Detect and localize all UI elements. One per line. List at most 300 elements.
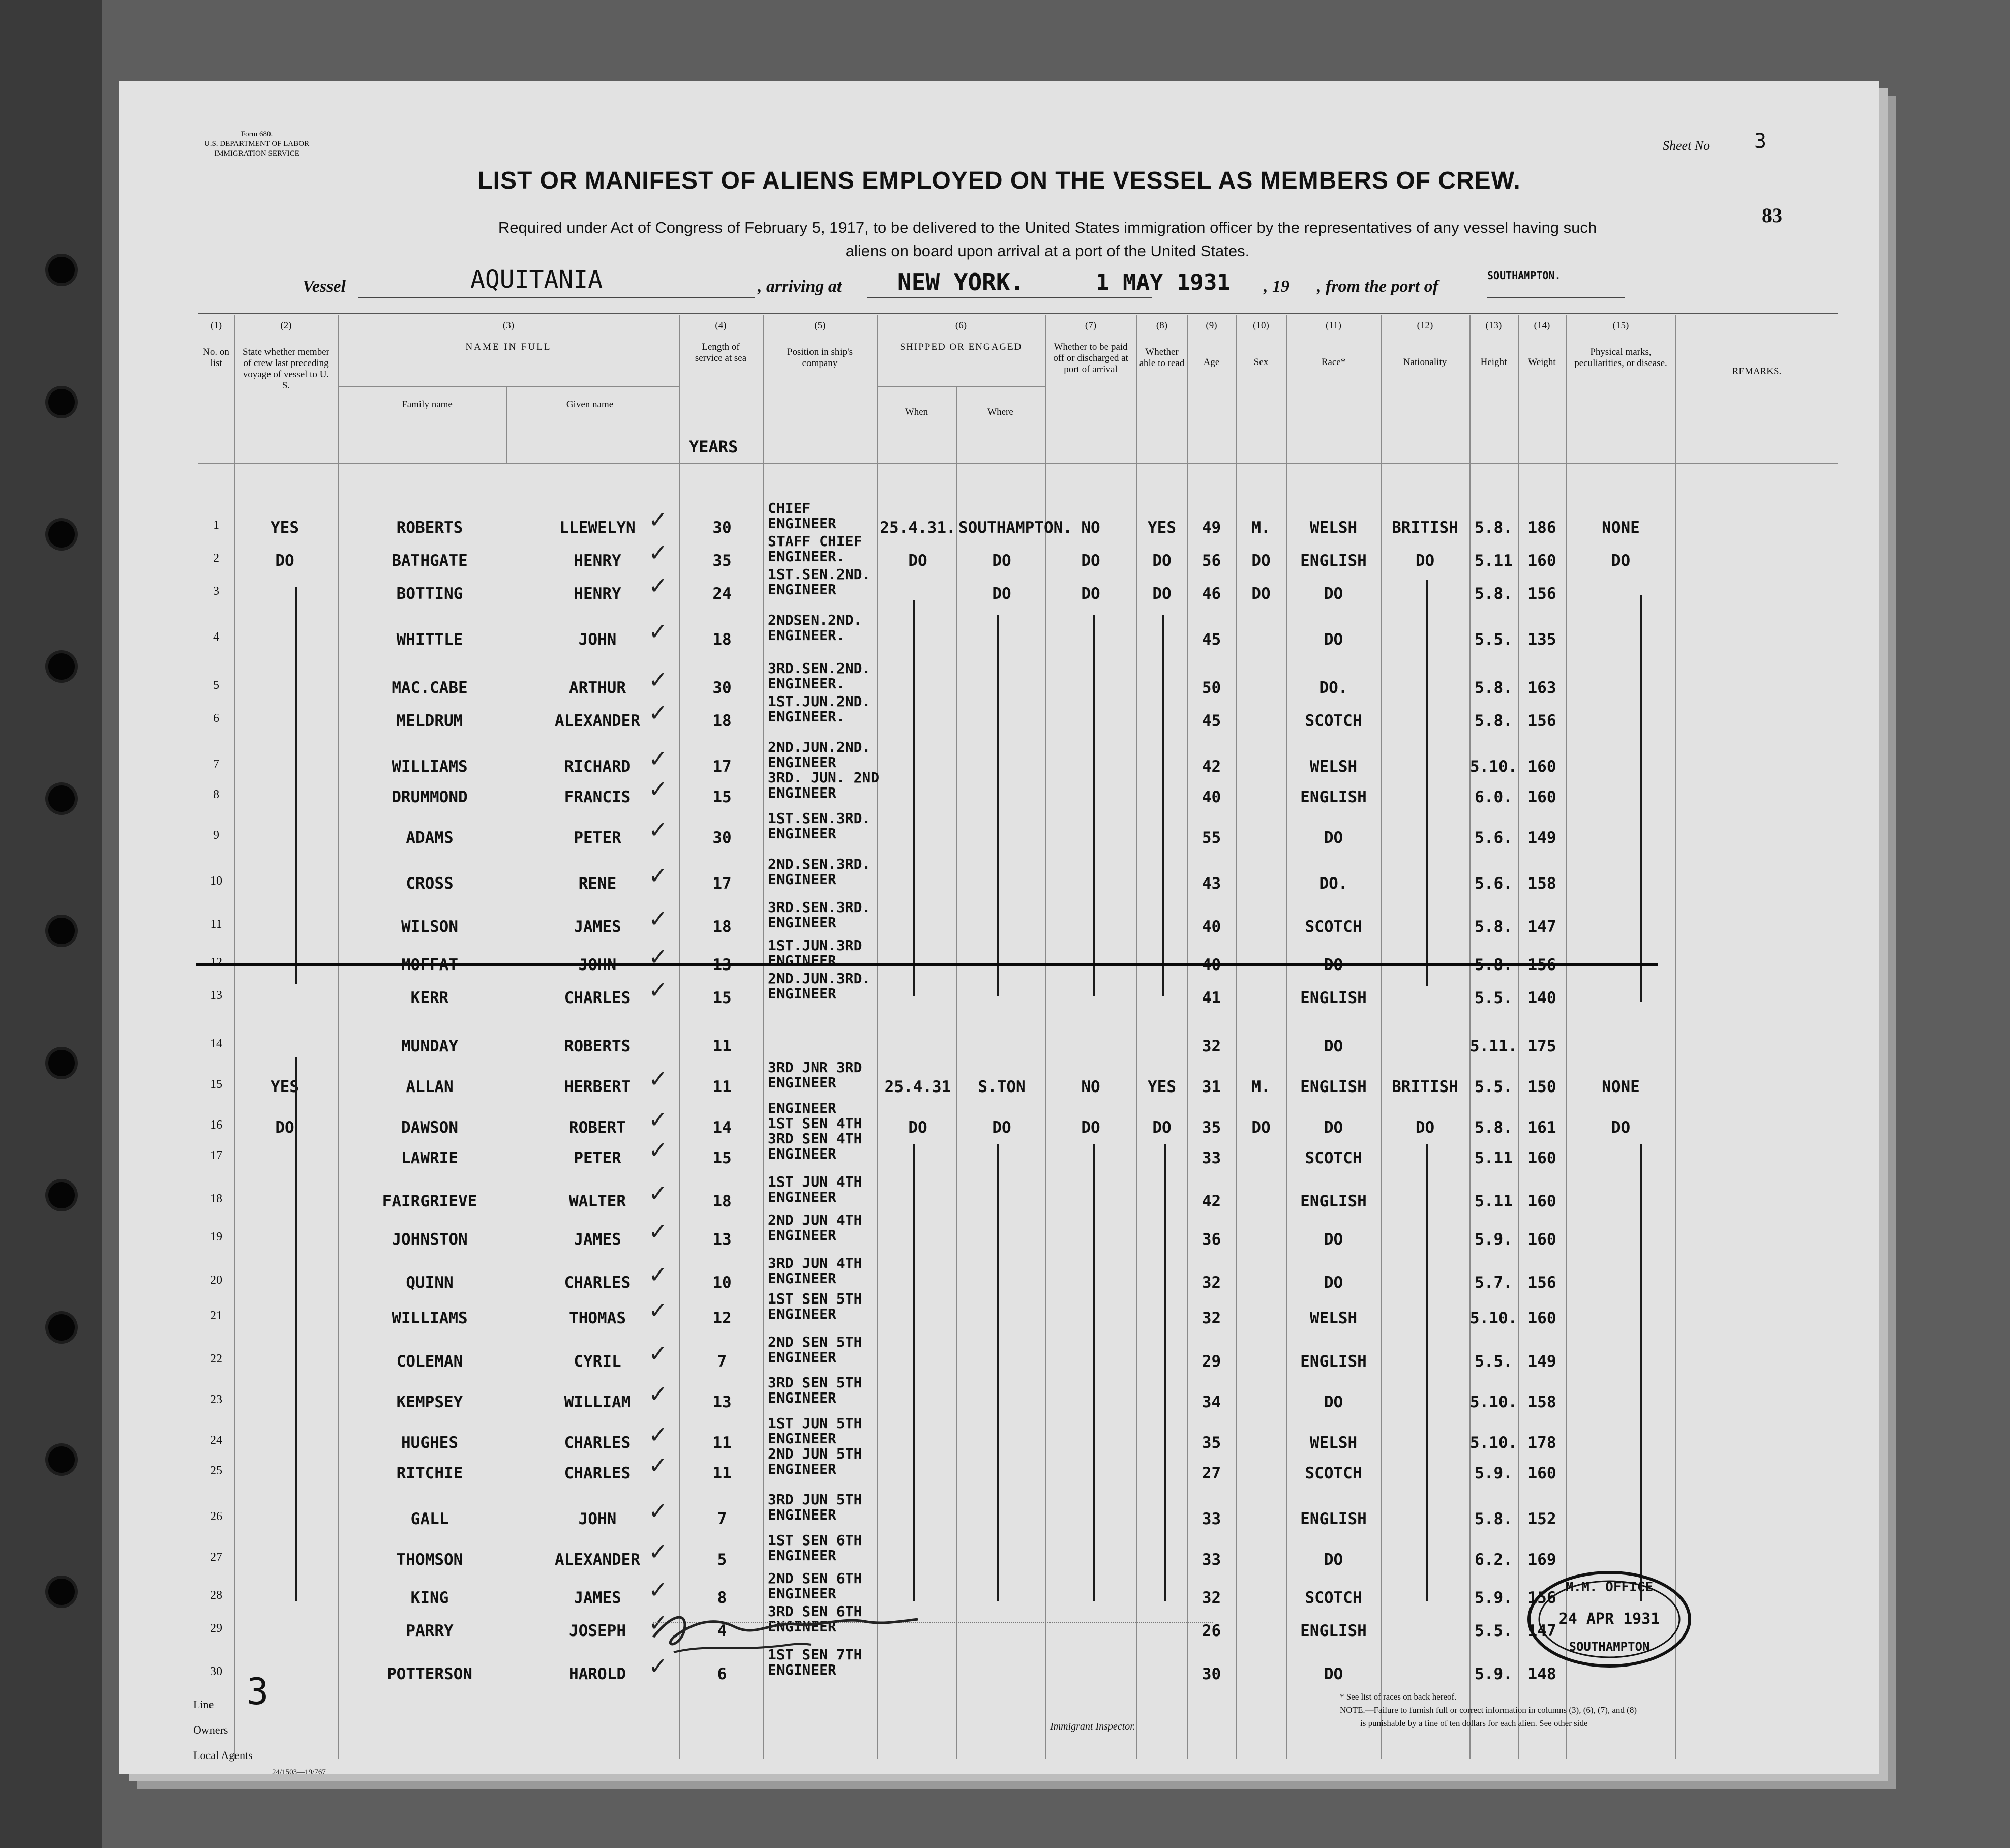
row-3-where: DO [992,585,1011,603]
row-3-position: 1ST.SEN.2ND. ENGINEER [768,566,871,598]
name-subheader-line [338,386,679,387]
row-29-given: JOSEPH [569,1622,626,1640]
row-2-family: BATHGATE [392,552,468,570]
row-17-ht: 5.11 [1475,1149,1513,1167]
col15-header [1566,320,1675,369]
checkmark-icon: ✓ [648,1218,668,1245]
row-11-given: JAMES [574,918,621,936]
row-1-given: LLEWELYN [559,519,636,537]
col9-header [1187,320,1236,368]
row-19-years: 13 [712,1230,732,1249]
row-25-given: CHARLES [564,1464,631,1482]
row-23-n: 23 [210,1393,222,1406]
row-6-family: MELDRUM [396,712,463,730]
row-19-given: JAMES [574,1230,621,1249]
row-15-race: ENGLISH [1300,1078,1367,1096]
col2-number: (2) [280,320,292,331]
row-7-age: 42 [1202,758,1221,776]
row-29-n: 29 [210,1622,222,1635]
row-5-ht: 5.8. [1475,679,1513,697]
row-1-race: WELSH [1309,519,1358,537]
row-29-race: ENGLISH [1300,1622,1367,1640]
row-9-family: ADAMS [406,829,454,847]
col11-number: (11) [1326,320,1341,331]
row-19-age: 36 [1202,1230,1221,1249]
ditto-line [913,1144,915,1601]
row-2-when: DO [908,552,927,570]
row-23-years: 13 [712,1393,732,1411]
row-2-paid: DO [1081,552,1100,570]
row-8-family: DRUMMOND [392,788,468,806]
row-13-years: 15 [712,989,732,1007]
col1-header [198,320,234,369]
row-16-marks: DO [1611,1118,1631,1137]
row-6-n: 6 [213,712,219,725]
row-6-position: 1ST.JUN.2ND. ENGINEER. [768,693,871,725]
row-28-ht: 5.9. [1475,1589,1513,1607]
row-29-years: 4 [717,1622,727,1640]
col3-header [338,320,679,353]
ditto-line [1426,580,1428,986]
row-6-race: SCOTCH [1305,712,1362,730]
row-16-age: 35 [1202,1118,1221,1137]
row-16-nat: DO [1415,1118,1435,1137]
row-16-position: ENGINEER 1ST SEN 4TH [768,1100,862,1132]
row-7-given: RICHARD [564,758,631,776]
row-4-n: 4 [213,630,219,644]
col14-number: (14) [1534,320,1550,331]
row-26-given: JOHN [578,1510,617,1528]
from-port-label: , from the port of [1317,277,1438,296]
row-23-ht: 5.10. [1469,1393,1518,1411]
row-29-age: 26 [1202,1622,1221,1640]
checkmark-icon: ✓ [648,1296,668,1324]
col14-header [1518,320,1566,368]
row-25-family: RITCHIE [396,1464,463,1482]
ditto-line [295,587,297,984]
punch-hole [48,1050,75,1076]
row-2-read: DO [1152,552,1172,570]
row-23-age: 34 [1202,1393,1221,1411]
checkmark-icon: ✓ [648,699,668,726]
row-16-read: DO [1152,1118,1172,1137]
col7-number: (7) [1085,320,1097,331]
row-15-when: 25.4.31 [884,1078,951,1096]
row-26-n: 26 [210,1510,222,1523]
row-27-wt: 169 [1527,1551,1556,1569]
row-29-family: PARRY [406,1622,454,1640]
punch-hole [48,1446,75,1473]
row-24-position: 1ST JUN 5TH ENGINEER [768,1415,862,1447]
row-27-race: DO [1324,1551,1343,1569]
row-15-family: ALLAN [406,1078,454,1096]
row-1-paid: NO [1081,519,1100,537]
row-30-age: 30 [1202,1665,1221,1683]
row-14-race: DO [1324,1037,1343,1055]
punch-hole [48,1314,75,1341]
ditto-line [1640,1144,1642,1601]
row-28-race: SCOTCH [1305,1589,1362,1607]
checkmark-icon: ✓ [648,816,668,843]
row-5-wt: 163 [1527,679,1556,697]
header-bottom-line [198,463,1838,464]
row-13-given: CHARLES [564,989,631,1007]
row-4-ht: 5.5. [1475,630,1513,649]
row-9-years: 30 [712,829,732,847]
row-29-position: 3RD SEN 6TH ENGINEER [768,1603,862,1635]
col6-header [877,320,1045,353]
row-8-years: 15 [712,788,732,806]
row-24-age: 35 [1202,1434,1221,1452]
row-16-wt: 161 [1527,1118,1556,1137]
row-25-wt: 160 [1527,1464,1556,1482]
row-4-age: 45 [1202,630,1221,649]
row-9-n: 9 [213,829,219,842]
row-3-given: HENRY [574,585,621,603]
col10-number: (10) [1253,320,1269,331]
ditto-line [997,1144,999,1601]
col9-number: (9) [1206,320,1217,331]
col7-header [1045,320,1136,375]
row-15-position: 3RD JNR 3RD ENGINEER [768,1059,862,1091]
row-15-age: 31 [1202,1078,1221,1096]
row-8-age: 40 [1202,788,1221,806]
col10-header [1236,320,1286,368]
row-4-wt: 135 [1527,630,1556,649]
row-4-race: DO [1324,630,1343,649]
row-13-race: ENGLISH [1300,989,1367,1007]
row-16-when: DO [908,1118,927,1137]
row-25-years: 11 [712,1464,732,1482]
ditto-line [1093,1144,1095,1601]
row-30-wt: 148 [1527,1665,1556,1683]
ditto-line [1162,615,1164,996]
checkmark-icon: ✓ [648,1136,668,1164]
checkmark-icon: ✓ [648,745,668,772]
row-30-position: 1ST SEN 7TH ENGINEER [768,1646,862,1678]
row-28-position: 2ND SEN 6TH ENGINEER [768,1570,862,1602]
form-number: Form 680. [241,130,273,138]
row-2-age: 56 [1202,552,1221,570]
row-16-n: 16 [210,1118,222,1132]
row-16-ht: 5.8. [1475,1118,1513,1137]
row-12-family: MOFFAT [401,956,458,974]
ditto-line [295,1057,297,1601]
row-25-position: 2ND JUN 5TH ENGINEER [768,1445,862,1477]
row-21-ht: 5.10. [1469,1309,1518,1327]
row-25-race: SCOTCH [1305,1464,1362,1482]
row-3-n: 3 [213,585,219,598]
row-3-read: DO [1152,585,1172,603]
row-23-given: WILLIAM [564,1393,631,1411]
checkmark-icon: ✓ [648,943,668,971]
row-24-race: WELSH [1309,1434,1358,1452]
row-1-position: CHIEF ENGINEER [768,500,836,532]
row-20-years: 10 [712,1274,732,1292]
col12-number: (12) [1417,320,1433,331]
row-10-years: 17 [712,874,732,893]
row-12-years: 13 [712,956,732,974]
manifest-sheet [119,81,1879,1774]
row-16-where: DO [992,1118,1011,1137]
ditto-line [913,600,915,996]
row-15-prev: YES [271,1078,299,1096]
row-1-wt: 186 [1527,519,1556,537]
checkmark-icon: ✓ [648,1065,668,1093]
row-1-ht: 5.8. [1475,519,1513,537]
row-12-position: 1ST.JUN.3RD ENGINEER [768,937,862,969]
col-divider [877,315,878,1759]
row-15-wt: 150 [1527,1078,1556,1096]
col8-number: (8) [1156,320,1168,331]
departure-underline [1487,297,1625,298]
when-header: When [905,407,928,417]
row-7-ht: 5.10. [1469,758,1518,776]
row-26-wt: 152 [1527,1510,1556,1528]
row-9-age: 55 [1202,829,1221,847]
col-divider [1675,315,1676,1759]
row-17-position: 3RD SEN 4TH ENGINEER [768,1130,862,1162]
col-divider [506,386,507,463]
vessel-line [303,265,1625,305]
row-15-read: YES [1148,1078,1176,1096]
row-9-position: 1ST.SEN.3RD. ENGINEER [768,810,871,842]
checkmark-icon: ✓ [648,1421,668,1448]
row-3-race: DO [1324,585,1343,603]
manifest-title: LIST OR MANIFEST OF ALIENS EMPLOYED ON THE VESSEL AS MEMBERS OF CREW. [477,167,1521,194]
row-28-wt: 156 [1527,1589,1556,1607]
row-11-ht: 5.8. [1475,918,1513,936]
years-unit: YEARS [689,437,738,457]
checkmark-icon: ✓ [648,572,668,599]
row-22-ht: 5.5. [1475,1352,1513,1371]
row-6-ht: 5.8. [1475,712,1513,730]
row-2-given: HENRY [574,552,621,570]
checkmark-icon: ✓ [648,1261,668,1288]
col-divider [338,315,339,1759]
row-27-position: 1ST SEN 6TH ENGINEER [768,1532,862,1564]
row-10-given: RENE [578,874,617,893]
col14-label: Weight [1528,357,1556,368]
row-29-wt: 147 [1527,1622,1556,1640]
row-14-family: MUNDAY [401,1037,458,1055]
col-divider [679,315,680,1759]
col-divider [763,315,764,1759]
sheet-number: 3 [1754,130,1767,153]
row-18-n: 18 [210,1192,222,1205]
row-14-given: ROBERTS [564,1037,631,1055]
row-12-race: DO [1324,956,1343,974]
checkmark-icon: ✓ [648,1576,668,1603]
row-18-family: FAIRGRIEVE [382,1192,477,1210]
ditto-line [1426,1144,1428,1601]
col12-label: Nationality [1403,357,1447,368]
print-code: 24/1503—19/767 [272,1768,326,1776]
row-10-wt: 158 [1527,874,1556,893]
row-1-read: YES [1148,519,1176,537]
col3-label: NAME IN FULL [465,342,552,352]
row-16-family: DAWSON [401,1118,458,1137]
row-6-age: 45 [1202,712,1221,730]
row-13-age: 41 [1202,989,1221,1007]
row-14-n: 14 [210,1037,222,1050]
row-27-n: 27 [210,1551,222,1564]
row-22-race: ENGLISH [1300,1352,1367,1371]
row-15-sex: M. [1251,1078,1271,1096]
col-divider [956,386,957,1759]
row-7-years: 17 [712,758,732,776]
col5-header [763,320,877,369]
checkmark-icon: ✓ [648,1451,668,1479]
row-23-position: 3RD SEN 5TH ENGINEER [768,1374,862,1406]
service-name: IMMIGRATION SERVICE [214,149,299,158]
footnote-block [1340,1690,1848,1730]
row-21-position: 1ST SEN 5TH ENGINEER [768,1290,862,1322]
row-26-family: GALL [410,1510,449,1528]
checkmark-icon: ✓ [648,1652,668,1680]
row-13-n: 13 [210,989,222,1002]
row-6-given: ALEXANDER [555,712,640,730]
row-4-years: 18 [712,630,732,649]
row-4-given: JOHN [578,630,617,649]
row-4-position: 2NDSEN.2ND. ENGINEER. [768,612,862,644]
punch-hole [48,1579,75,1605]
row-15-paid: NO [1081,1078,1100,1096]
requirement-text [297,216,1797,263]
row-21-given: THOMAS [569,1309,626,1327]
row-27-years: 5 [717,1551,727,1569]
row-3-years: 24 [712,585,732,603]
row-25-ht: 5.9. [1475,1464,1513,1482]
row-19-race: DO [1324,1230,1343,1249]
ditto-line [1640,595,1642,1002]
row-28-n: 28 [210,1589,222,1602]
row-28-years: 8 [717,1589,727,1607]
requirement-line-1: Required under Act of Congress of February 5, 1917, to be delivered to the United States immigration officer by the representatives of any vessel having such [498,219,1597,236]
arrival-port: NEW YORK. [897,268,1025,296]
row-30-n: 30 [210,1665,222,1678]
row-5-years: 30 [712,679,732,697]
row-17-wt: 160 [1527,1149,1556,1167]
row-10-position: 2ND.SEN.3RD. ENGINEER [768,856,871,888]
row-22-family: COLEMAN [396,1352,463,1371]
ditto-line [1164,1144,1166,1601]
row-10-age: 43 [1202,874,1221,893]
row-17-age: 33 [1202,1149,1221,1167]
row-29-ht: 5.5. [1475,1622,1513,1640]
row-16-race: DO [1324,1118,1343,1137]
row-30-family: POTTERSON [387,1665,472,1683]
row-11-years: 18 [712,918,732,936]
row-4-family: WHITTLE [396,630,463,649]
row-8-given: FRANCIS [564,788,631,806]
row-25-age: 27 [1202,1464,1221,1482]
row-24-given: CHARLES [564,1434,631,1452]
row-22-n: 22 [210,1352,222,1366]
checkmark-icon: ✓ [648,862,668,889]
departure-port: SOUTHAMPTON. [1487,269,1561,282]
checkmark-icon: ✓ [648,1609,668,1637]
col8-label: Whether able to read [1139,347,1185,369]
row-22-age: 29 [1202,1352,1221,1371]
given-name-header: Given name [566,399,614,410]
row-13-position: 2ND.JUN.3RD. ENGINEER [768,970,871,1002]
row-5-position: 3RD.SEN.2ND. ENGINEER. [768,660,871,692]
binder-edge [0,0,102,1848]
col5-label: Position in ship's company [787,347,853,369]
stamp-date: 24 APR 1931 [1558,1610,1660,1628]
form-header-block [165,130,348,159]
row-7-family: WILLIAMS [392,758,468,776]
checkmark-icon: ✓ [648,1179,668,1207]
row-26-age: 33 [1202,1510,1221,1528]
row-11-position: 3RD.SEN.3RD. ENGINEER [768,899,871,931]
row-19-wt: 160 [1527,1230,1556,1249]
row-26-race: ENGLISH [1300,1510,1367,1528]
row-3-sex: DO [1251,585,1271,603]
row-17-n: 17 [210,1149,222,1162]
mm-office-stamp [1525,1568,1693,1670]
row-1-prev: YES [271,519,299,537]
vessel-label: Vessel [303,277,346,296]
col6-label: SHIPPED OR ENGAGED [899,342,1023,352]
row-12-ht: 5.8. [1475,956,1513,974]
table-top-border [198,313,1838,314]
checkmark-icon: ✓ [648,1497,668,1525]
checkmark-icon: ✓ [648,905,668,932]
row-2-position: STAFF CHIEF ENGINEER. [768,533,862,565]
checkmark-icon: ✓ [648,1380,668,1408]
row-2-marks: DO [1611,552,1631,570]
row-3-paid: DO [1081,585,1100,603]
row-19-n: 19 [210,1230,222,1244]
stamp-bottom-text: SOUTHAMPTON [1569,1640,1650,1654]
row-1-n: 1 [213,519,219,532]
row-21-n: 21 [210,1309,222,1322]
row-12-age: 40 [1202,956,1221,974]
col9-label: Age [1203,357,1220,368]
row-10-n: 10 [210,874,222,888]
checkmark-icon: ✓ [648,618,668,645]
row-12-wt: 156 [1527,956,1556,974]
checkmark-icon: ✓ [648,666,668,693]
row-1-when: 25.4.31. [880,519,956,537]
checkmark-icon: ✓ [648,539,668,566]
row-26-years: 7 [717,1510,727,1528]
row-24-ht: 5.10. [1469,1434,1518,1452]
row-18-race: ENGLISH [1300,1192,1367,1210]
row-19-position: 2ND JUN 4TH ENGINEER [768,1211,862,1244]
col1-label: No. on list [203,347,229,369]
row-1-age: 49 [1202,519,1221,537]
row-20-age: 32 [1202,1274,1221,1292]
col4-label: Length of service at sea [695,342,747,363]
col13-number: (13) [1485,320,1502,331]
row-11-wt: 147 [1527,918,1556,936]
row-9-race: DO [1324,829,1343,847]
row-14-wt: 175 [1527,1037,1556,1055]
sheet-number-label: Sheet No [1663,138,1711,153]
punch-hole [48,918,75,944]
row-1-where: SOUTHAMPTON. [958,519,1072,537]
punch-hole [48,257,75,283]
col8-header [1136,320,1187,369]
row-18-position: 1ST JUN 4TH ENGINEER [768,1173,862,1205]
row-1-years: 30 [712,519,732,537]
row-3-wt: 156 [1527,585,1556,603]
col-divider [234,315,235,1759]
row-14-ht: 5.11. [1469,1037,1518,1055]
